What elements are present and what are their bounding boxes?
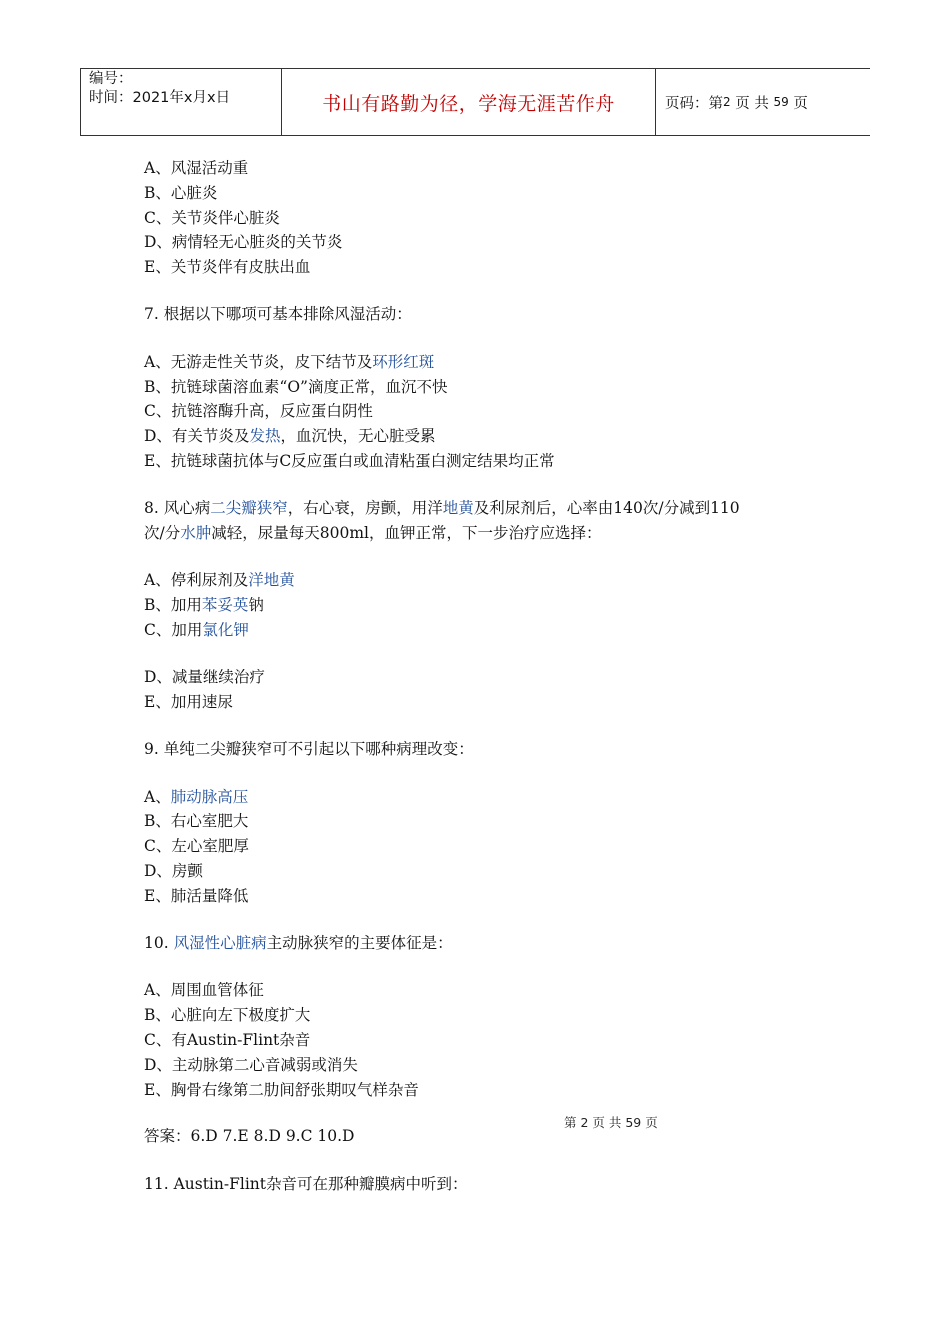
page-label-mid: 页 共 — [735, 95, 769, 112]
header-info-cell — [81, 69, 282, 135]
option-text: B、加用 — [144, 596, 202, 615]
option — [144, 424, 824, 449]
question-stem: 7. 根据以下哪项可基本排除风湿活动： — [144, 305, 412, 324]
option: E、抗链球菌抗体与C反应蛋白或血清粘蛋白测定结果均正常 — [144, 451, 555, 470]
term-link[interactable]: 地黄 — [442, 499, 474, 518]
term-link[interactable]: 肺动脉高压 — [170, 787, 249, 806]
option: D、主动脉第二心音减弱或消失 — [144, 1055, 358, 1074]
option — [144, 350, 824, 375]
option: D、房颤 — [144, 862, 203, 881]
page-total: 59 — [773, 95, 789, 109]
page-header — [80, 68, 870, 136]
option-text: ，血沉快，无心脏受累 — [280, 427, 436, 446]
option: E、胸骨右缘第二肋间舒张期叹气样杂音 — [144, 1080, 419, 1099]
document-number-label: 编号： — [89, 71, 133, 87]
option: E、关节炎伴有皮肤出血 — [144, 258, 311, 277]
page-label-prefix: 页码：第 — [665, 95, 723, 112]
option: B、心脏炎 — [144, 183, 218, 202]
page-number: 2 — [723, 95, 731, 109]
term-link[interactable]: 苯妥英 — [201, 596, 249, 615]
stem-text: 减轻，尿量每天800ml，血钾正常，下一步治疗应选择： — [211, 524, 602, 543]
term-link[interactable]: 洋地黄 — [248, 571, 295, 590]
option-text: A、无游走性关节炎，皮下结节及 — [144, 352, 373, 371]
option-text: 钠 — [248, 596, 264, 615]
header-page-counter — [656, 69, 870, 135]
page-footer: 第 2 页 共 59 页 — [564, 1115, 658, 1130]
term-link[interactable]: 风湿性心脏病 — [173, 934, 267, 953]
question-stem: 9. 单纯二尖瓣狭窄可不引起以下哪种病理改变： — [144, 740, 474, 759]
term-link[interactable]: 水肿 — [180, 524, 212, 543]
option: C、关节炎伴心脏炎 — [144, 208, 280, 227]
option: C、有Austin-Flint杂音 — [144, 1031, 311, 1050]
question-stem — [144, 931, 824, 956]
option: B、右心室肥大 — [144, 812, 249, 831]
term-link[interactable]: 发热 — [249, 427, 281, 446]
answer-key: 答案：6.D 7.E 8.D 9.C 10.D — [144, 1127, 355, 1146]
page-label-suffix: 页 — [793, 95, 808, 112]
option-text: A、停利尿剂及 — [144, 571, 249, 590]
option: C、抗链溶酶升高，反应蛋白阴性 — [144, 402, 373, 421]
option: D、减量继续治疗 — [144, 668, 265, 687]
question-stem: 11. Austin-Flint杂音可在那种瓣膜病中听到： — [144, 1174, 468, 1193]
term-link[interactable]: 二尖瓣狭窄 — [210, 499, 288, 518]
option: C、左心室肥厚 — [144, 837, 249, 856]
option — [144, 785, 824, 810]
option: E、肺活量降低 — [144, 886, 249, 905]
option: A、风湿活动重 — [144, 159, 249, 177]
option-text: D、有关节炎及 — [144, 427, 250, 446]
option: A、周围血管体征 — [144, 981, 264, 1000]
question-stem-continued — [144, 521, 824, 546]
option — [144, 593, 824, 618]
term-link[interactable]: 环形红斑 — [372, 352, 435, 371]
stem-text: 10. — [144, 934, 174, 953]
option: D、病情轻无心脏炎的关节炎 — [144, 233, 343, 252]
stem-text: 次/分 — [144, 524, 181, 543]
option: E、加用速尿 — [144, 693, 233, 712]
option: B、心脏向左下极度扩大 — [144, 1006, 311, 1025]
stem-text: 及利尿剂后，心率由140次/分减到110 — [473, 499, 740, 518]
document-time-label: 时间：2021年x月x日 — [89, 90, 231, 106]
stem-text: 8. 风心病 — [144, 499, 211, 518]
stem-text: 主动脉狭窄的主要体征是： — [266, 934, 453, 953]
document-body — [144, 156, 824, 1197]
option: B、抗链球菌溶血素“O”滴度正常，血沉不快 — [144, 377, 448, 396]
term-link[interactable]: 氯化钾 — [202, 620, 249, 639]
option — [144, 618, 824, 643]
question-stem — [144, 496, 824, 521]
header-motto: 书山有路勤为径，学海无涯苦作舟 — [282, 69, 656, 135]
option-text: A、 — [144, 787, 171, 806]
option-text: C、加用 — [144, 620, 203, 639]
stem-text: ，右心衰，房颤，用洋 — [287, 499, 443, 518]
option — [144, 568, 824, 593]
